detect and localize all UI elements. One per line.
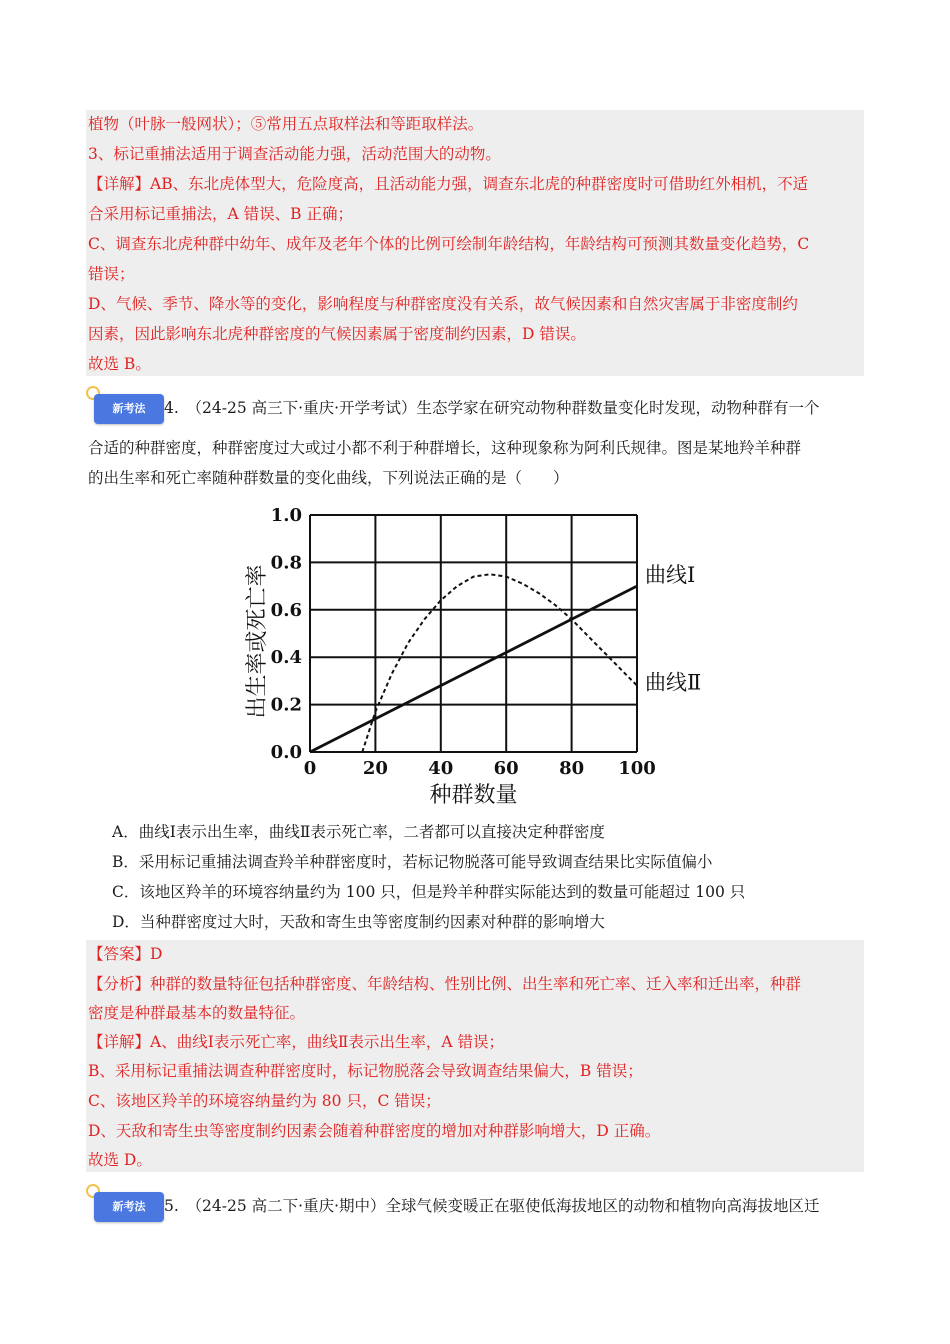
x-tick-label: 100 (618, 758, 656, 779)
question-text: 合适的种群密度，种群密度过大或过小都不利于种群增长，这种现象称为阿利氏规律。图是某地羚羊种群 (88, 439, 802, 457)
question-text: 5. （24-25 高二下·重庆·期中）全球气候变暖正在驱使低海拔地区的动物和植物向高海拔地区迁 (164, 1197, 820, 1215)
answer-line: 因素，因此影响东北虎种群密度的气候因素属于密度制约因素，D 错误。 (88, 325, 586, 343)
chart-ticks (271, 505, 656, 779)
answer-line: 植物（叶脉一般网状）；⑤常用五点取样法和等距取样法。 (88, 115, 484, 133)
x-axis-label: 种群数量 (429, 783, 518, 808)
y-tick-label: 0.8 (270, 552, 302, 574)
answer-line: 3、标记重捕法适用于调查活动能力强，活动范围大的动物。 (88, 145, 501, 163)
answer-line: C、调查东北虎种群中幼年、成年及老年个体的比例可绘制年龄结构，年龄结构可预测其数量变化趋势，C (88, 235, 810, 253)
x-tick-label: 20 (362, 758, 388, 779)
series-line-1 (310, 586, 637, 752)
new-exam-badge: 新考法 (94, 394, 164, 424)
q4-answer-block (86, 940, 864, 1172)
question-text: 的出生率和死亡率随种群数量的变化曲线，下列说法正确的是（ ） (88, 469, 569, 487)
answer-line: B、采用标记重捕法调查种群密度时，标记物脱落会导致调查结果偏大，B 错误； (88, 1062, 643, 1080)
chart-grid (310, 515, 637, 752)
y-axis-label: 出生率或死亡率 (245, 564, 270, 719)
answer-line: 【分析】种群的数量特征包括种群密度、年龄结构、性别比例、出生率和死亡率、迁入率和迁出率，种群 (88, 975, 802, 993)
series-label-2: 曲线Ⅱ (645, 670, 702, 695)
answer-line: 故选 B。 (88, 355, 151, 373)
y-tick-label: 0.2 (270, 694, 302, 716)
y-tick-label: 0.6 (270, 599, 302, 621)
answer-line: 【详解】AB、东北虎体型大，危险度高，且活动能力强，调查东北虎的种群密度时可借助红外相机，不适 (88, 175, 809, 193)
answer-line: 错误； (88, 265, 135, 283)
x-tick-label: 40 (428, 758, 454, 779)
answer-line: 合采用标记重捕法，A 错误、B 正确； (88, 205, 353, 223)
y-tick-label: 0.0 (270, 742, 302, 763)
x-tick-label: 80 (559, 758, 585, 779)
x-tick-label: 60 (493, 758, 519, 779)
option-a: A．曲线Ⅰ表示出生率，曲线Ⅱ表示死亡率，二者都可以直接决定种群密度 (112, 823, 605, 841)
answer-line: D、天敌和寄生虫等密度制约因素会随着种群密度的增加对种群影响增大，D 正确。 (88, 1122, 661, 1140)
answer-line: C、该地区羚羊的环境容纳量约为 80 只，C 错误； (88, 1092, 441, 1110)
series-line-2 (362, 574, 637, 752)
answer-line: 【详解】A、曲线Ⅰ表示死亡率，曲线Ⅱ表示出生率，A 错误； (88, 1033, 504, 1051)
chart-series (310, 574, 637, 752)
answer-line: 故选 D。 (88, 1151, 152, 1169)
question-4 (86, 386, 864, 496)
question-text: 4. （24-25 高三下·重庆·开学考试）生态学家在研究动物种群数量变化时发现，动物种群有一个 (164, 399, 820, 417)
question-5 (86, 1184, 864, 1234)
answer-line: D、气候、季节、降水等的变化，影响程度与种群密度没有关系，故气候因素和自然灾害属于非密度制约 (88, 295, 798, 313)
answer-line: 密度是种群最基本的数量特征。 (88, 1004, 306, 1022)
y-tick-label: 1.0 (270, 505, 302, 526)
option-b: B．采用标记重捕法调查羚羊种群密度时，若标记物脱落可能导致调查结果比实际值偏小 (112, 853, 713, 871)
option-d: D．当种群密度过大时，天敌和寄生虫等密度制约因素对种群的影响增大 (112, 913, 605, 931)
series-label-1: 曲线Ⅰ (645, 563, 696, 588)
new-exam-badge: 新考法 (94, 1192, 164, 1222)
prev-answer-block (86, 110, 864, 376)
option-c: C．该地区羚羊的环境容纳量约为 100 只，但是羚羊种群实际能达到的数量可能超过 100 只 (112, 883, 746, 901)
answer-line: 【答案】D (88, 945, 163, 963)
x-tick-label: 0 (303, 758, 317, 779)
birth-death-rate-chart (240, 500, 720, 810)
y-tick-label: 0.4 (270, 647, 302, 669)
